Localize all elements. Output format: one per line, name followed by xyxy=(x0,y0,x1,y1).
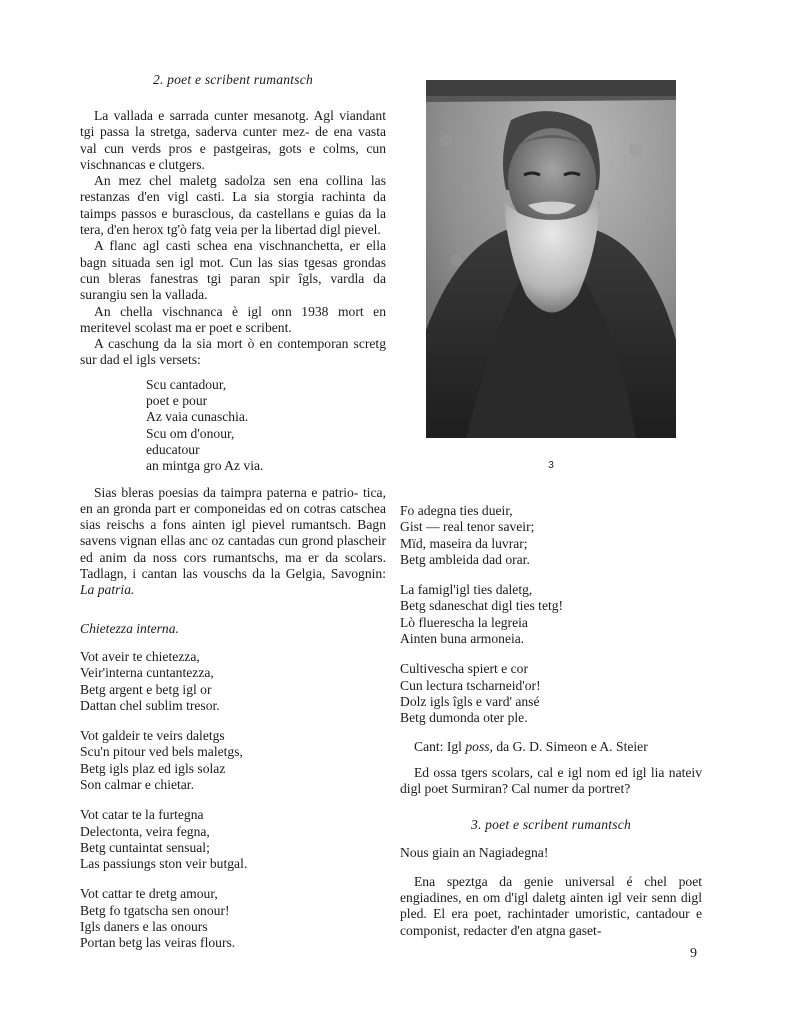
song-source-suffix: da G. D. Simeon e A. Steier xyxy=(492,738,648,754)
poem-line: Fo adegna ties dueir, xyxy=(400,503,513,518)
poem-line: Son calmar e chietar. xyxy=(80,776,194,792)
paragraph-1: La vallada e sarrada cunter mesanotg. Agl viandant tgi passa la stretga, saderva cunter mez- de ena vasta val cun verds pros e pastgeiras, gots e colms, cun vischnancas e clutgers. xyxy=(80,108,386,172)
poem-line: Cun lectura tscharneid'or! xyxy=(400,677,541,693)
poem-stanza-3 xyxy=(80,807,386,872)
tribute-verse xyxy=(80,377,386,475)
poem-line: Betg sdaneschat digl ties tetg! xyxy=(400,598,564,614)
poem-line: Betg ambleida dad orar. xyxy=(400,551,530,567)
poem-line: Scu'n pitour ved bels maletgs, xyxy=(80,744,243,760)
poem-line: Lò fluerescha la legreia xyxy=(400,614,528,630)
paragraph-3: A flanc agl casti schea ena vischnanchetta, er ella bagn situada sen igl mot. Cun las sias tgesas grondas cun bleras fanestras tgi paran spir îgls, vardla da surangiu sen la vallada. xyxy=(80,238,386,303)
closing-paragraph-song-title: La patria. xyxy=(80,582,135,598)
poem-line: Betg igls plaz ed igls solaz xyxy=(80,760,226,776)
question-paragraph: Ed ossa tgers scolars, cal e igl nom ed igl lia nateiv digl poet Surmiran? Cal numer da portret? xyxy=(400,764,702,797)
poem-line: Veir'interna cuntantezza, xyxy=(80,665,214,681)
greeting: Nous giain an Nagiadegna! xyxy=(400,845,549,861)
poem-line: Mïd, maseira da luvrar; xyxy=(400,535,528,551)
tribute-verse-line: poet e pour xyxy=(146,393,208,409)
poem-title: Chietezza interna. xyxy=(80,620,179,636)
poem-line: Betg fo tgatscha sen onour! xyxy=(80,902,230,918)
poem-line: Dolz igls îgls e vard' ansé xyxy=(400,693,540,709)
poem-continued-stanza-3 xyxy=(400,661,702,726)
page-number: 9 xyxy=(690,946,697,961)
figure-caption: 3 xyxy=(548,460,554,471)
poem-stanza-1 xyxy=(80,649,386,714)
poem-line: Gist — real tenor saveir; xyxy=(400,519,535,535)
section-heading-3: 3. poet e scribent rumantsch xyxy=(470,817,632,833)
poem-line: Betg dumonda oter ple. xyxy=(400,710,528,726)
song-source-prefix: Cant: Igl xyxy=(414,738,466,754)
poem-continued-stanza-1 xyxy=(400,503,702,568)
poem-line: Cultivescha spiert e cor xyxy=(400,661,528,677)
poem-line: Vot catar te la furtegna xyxy=(80,807,204,823)
closing-right-paragraph: Ena speztga da genie universal é chel poet engiadines, en om d'igl daletg ainten igl veir senn digl pled. El era poet, rachintader umoristic, cantadour e componist, redacter d'en atgna gaset- xyxy=(400,873,702,938)
song-source-title: poss, xyxy=(465,738,493,754)
poem-line: Vot cattar te dretg amour, xyxy=(80,886,218,902)
paragraph-4: An chella vischnanca è igl onn 1938 mort en meritevel scolast ma er poet e scribent. xyxy=(80,303,386,335)
poem-line: Delectonta, veira fegna, xyxy=(80,823,210,839)
tribute-verse-line: an mintga gro Az via. xyxy=(146,458,264,474)
paragraph-5: A caschung da la sia mort ò en contemporan scretg sur dad el igls versets: xyxy=(80,336,386,368)
poem-line: Portan betg las veiras flours. xyxy=(80,935,236,951)
left-column xyxy=(80,72,386,952)
portrait-figure xyxy=(426,80,676,474)
poem-line: La famigl'igl ties daletg, xyxy=(400,582,533,598)
tribute-verse-line: educatour xyxy=(146,441,200,457)
closing-paragraph xyxy=(80,485,386,599)
poem-stanza-2 xyxy=(80,728,386,793)
tribute-verse-line: Az vaia cunaschia. xyxy=(146,409,249,425)
poem-stanza-4 xyxy=(80,886,386,951)
right-column xyxy=(400,503,702,939)
poem-continued-stanza-2 xyxy=(400,582,702,647)
tribute-verse-line: Scu cantadour, xyxy=(146,376,227,392)
poem-line: Igls daners e las onours xyxy=(80,919,208,935)
tribute-verse-line: Scu om d'onour, xyxy=(146,425,235,441)
portrait-photo xyxy=(426,80,676,438)
song-source xyxy=(400,739,702,755)
section-heading-2: 2. poet e scribent rumantsch xyxy=(152,72,314,87)
poem-line: Vot galdeir te veirs daletgs xyxy=(80,728,225,744)
poem-line: Betg cuntaintat sensual; xyxy=(80,839,210,855)
poem-line: Las passiungs ston veir butgal. xyxy=(80,856,248,872)
poem-line: Dattan chel sublim tresor. xyxy=(80,697,220,713)
poem-line: Vot aveir te chietezza, xyxy=(80,648,200,664)
portrait-illustration xyxy=(426,80,676,438)
paragraph-2: An mez chel maletg sadolza sen ena collina las restanzas d'en vigl casti. La sia storgia rachinta da taimps passos e burasclous, da castellans e guias da la tera, d'en herox tg'ò fatg veia per la libertad digl pievel. xyxy=(80,173,386,238)
closing-paragraph-text: Sias bleras poesias da taimpra paterna e patrio- tica, en an gronda part er componeidas ed on cotras catschea sias reischs a fons ainten igl pievel rumantsch. Bagn savens vignan ellas anc oz cantadas cun grond plascheir ed anim da noss cors rumantschs, ma er da scolars. Tadlagn, i cantan las vouschs da la Gelgia, Savognin: xyxy=(80,484,386,582)
poem-line: Betg argent e betg igl or xyxy=(80,681,212,697)
poem-line: Ainten buna armoneia. xyxy=(400,631,525,647)
